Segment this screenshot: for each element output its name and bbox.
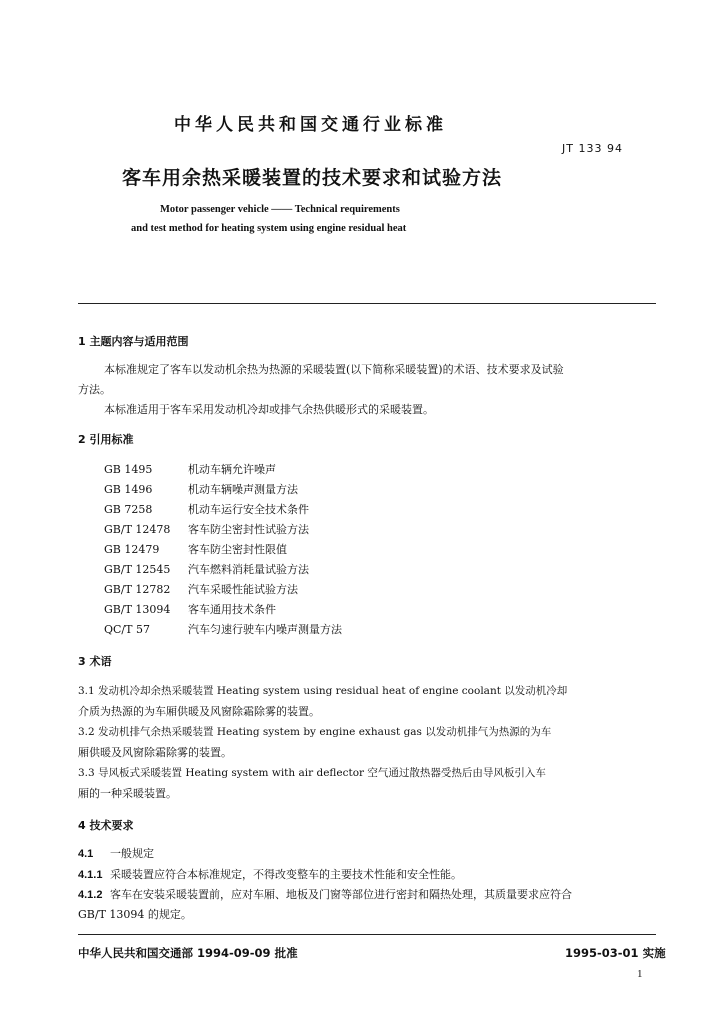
approval-note: 中华人民共和国交通部 1994-09-09 批准: [78, 946, 298, 960]
reference-item: GB/T 12782 汽车采暖性能试验方法: [104, 583, 298, 596]
reference-item: GB 7258 机动车运行安全技术条件: [104, 503, 309, 516]
reference-item: GB 12479 客车防尘密封性限值: [104, 543, 287, 556]
reference-item: GB/T 12545 汽车燃料消耗量试验方法: [104, 563, 309, 576]
term-3-2-line-1: 3.2 发动机排气余热采暖装置 Heating system by engine exhaust gas 以发动机排气为热源的为车: [78, 726, 552, 738]
header-divider: [78, 303, 656, 304]
section-1-heading: 1 主题内容与适用范围: [78, 335, 189, 348]
reference-item: GB/T 12478 客车防尘密封性试验方法: [104, 523, 309, 536]
standard-code: JT 133 94: [562, 142, 623, 155]
section-2-heading: 2 引用标准: [78, 433, 134, 446]
term-3-3-line-1: 3.3 导风板式采暖装置 Heating system with air deflector 空气通过散热器受热后由导风板引入车: [78, 767, 546, 779]
clause-4-1: 4.1 一般规定: [78, 847, 154, 860]
reference-item: GB 1496 机动车辆噪声测量方法: [104, 483, 298, 496]
section-1-paragraph-1-line-2: 方法。: [78, 383, 111, 396]
footer-divider: [78, 934, 656, 935]
implementation-date: 1995-03-01 实施: [565, 946, 666, 960]
section-4-heading: 4 技术要求: [78, 819, 134, 832]
reference-item: GB 1495 机动车辆允许噪声: [104, 463, 276, 476]
clause-4-1-1: 4.1.1 采暖装置应符合本标准规定，不得改变整车的主要技术性能和安全性能。: [78, 868, 462, 881]
clause-4-1-2-line-1: 4.1.2 客车在安装采暖装置前，应对车厢、地板及门窗等部位进行密封和隔热处理，其质量要求应符合: [78, 888, 572, 901]
standard-category: 中华人民共和国交通行业标准: [174, 115, 447, 135]
document-title-en-line2: and test method for heating system using engine residual heat: [131, 223, 407, 234]
term-3-3-line-2: 厢的一种采暖装置。: [78, 787, 177, 800]
section-3-heading: 3 术语: [78, 655, 112, 668]
document-title-cn: 客车用余热采暖装置的技术要求和试验方法: [122, 167, 503, 189]
reference-item: GB/T 13094 客车通用技术条件: [104, 603, 276, 616]
term-3-1-line-2: 介质为热源的为车厢供暖及风窗除霜除雾的装置。: [78, 705, 320, 718]
term-3-1-line-1: 3.1 发动机冷却余热采暖装置 Heating system using residual heat of engine coolant 以发动机冷却: [78, 685, 568, 697]
clause-4-1-2-line-2: GB/T 13094 的规定。: [78, 908, 192, 921]
document-title-en-line1: Motor passenger vehicle —— Technical requirements: [160, 204, 400, 215]
section-1-paragraph-1-line-1: 本标准规定了客车以发动机余热为热源的采暖装置(以下简称采暖装置)的术语、技术要求及试验: [104, 363, 564, 376]
reference-item: QC/T 57 汽车匀速行驶车内噪声测量方法: [104, 623, 342, 636]
term-3-2-line-2: 厢供暖及风窗除霜除雾的装置。: [78, 746, 232, 759]
page-number: 1: [637, 968, 643, 980]
section-1-paragraph-2: 本标准适用于客车采用发动机冷却或排气余热供暖形式的采暖装置。: [104, 403, 434, 416]
